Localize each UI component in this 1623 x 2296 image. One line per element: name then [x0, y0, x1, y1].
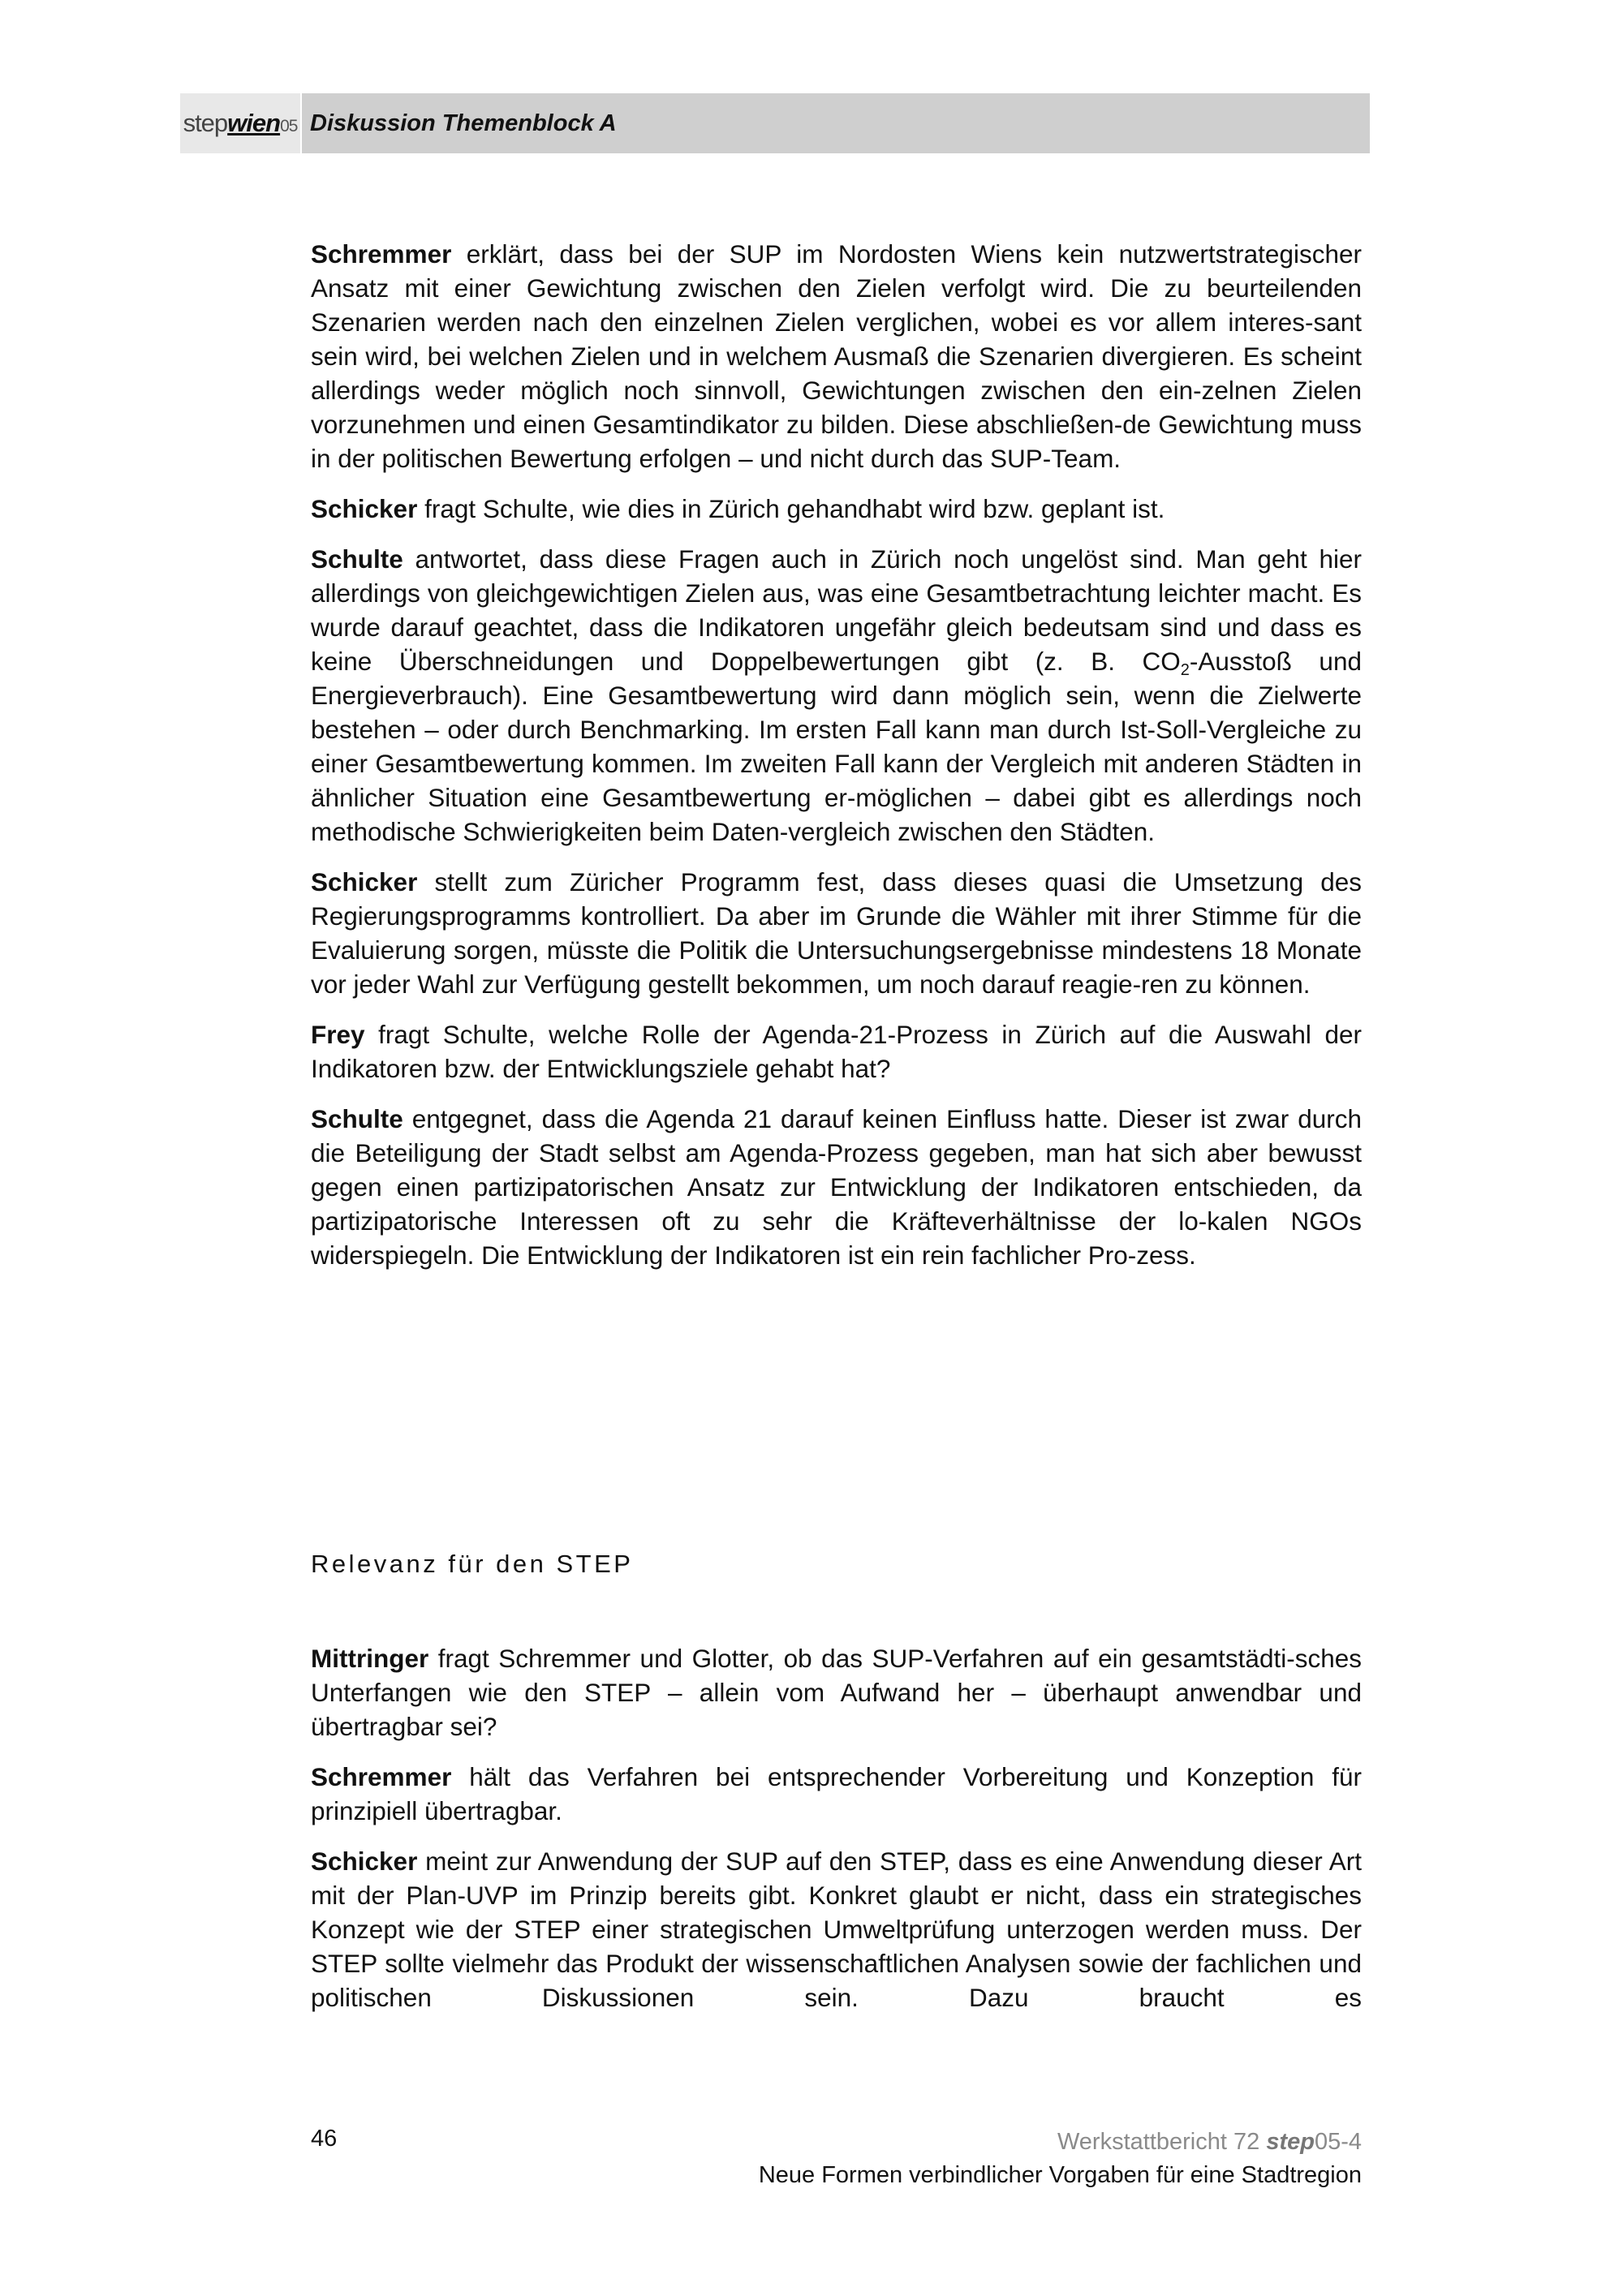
- speaker-name: Schremmer: [311, 239, 452, 269]
- header-bar: [302, 93, 1370, 153]
- paragraph-text: -Ausstoß und Energieverbrauch). Eine Gesamtbewertung wird dann möglich sein, wenn die Zielwerte bestehen – oder durch Benchmarking. Im ersten Fall kann man durch Ist-Soll-Vergleiche zu einer Gesamtbewertung kommen. Im zweiten Fall kann der Vergleich mit anderen Städten in ähnlicher Situation eine Gesamtbewertung er-möglichen – dabei gibt es allerdings noch methodische Schwierigkeiten beim Daten-vergleich zwischen den Städten.: [311, 647, 1362, 846]
- speaker-name: Schulte: [311, 544, 403, 574]
- paragraph: [311, 1641, 1362, 1743]
- paragraph: [311, 492, 1362, 526]
- speaker-name: Schicker: [311, 867, 418, 896]
- paragraph: [311, 542, 1362, 849]
- step-wien-logo: [180, 93, 302, 153]
- series-prefix: Werkstattbericht 72: [1057, 2129, 1267, 2155]
- paragraph: [311, 1760, 1362, 1828]
- discussion-section-1: [311, 237, 1362, 1288]
- speaker-name: Mittringer: [311, 1644, 429, 1673]
- paragraph-text: erklärt, dass bei der SUP im Nordosten Wiens kein nutzwertstrategischer Ansatz mit einer Gewichtung zwischen den Zielen verfolgt wird. Die zu beurteilenden Szenarien werden nach den einzelnen Zielen verglichen, wobei es vor allem interes-sant sein wird, bei welchen Zielen und in welchem Ausmaß die Szenarien divergieren. Es scheint allerdings weder möglich noch sinnvoll, Gewichtungen zwischen den ein-zelnen Zielen vorzunehmen und einen Gesamtindikator zu bilden. Diese abschließen-de Gewichtung muss in der politischen Bewertung erfolgen – und nicht durch das SUP-Team.: [311, 239, 1362, 473]
- page-header: [180, 93, 1370, 153]
- paragraph-text: stellt zum Züricher Programm fest, dass dieses quasi die Umsetzung des Regierungsprogramms kontrolliert. Da aber im Grunde die Wähler mit ihrer Stimme für die Evaluierung sorgen, müsste die Politik die Untersuchungsergebnisse mindestens 18 Monate vor jeder Wahl zur Verfügung gestellt bekommen, um noch darauf reagie-ren zu können.: [311, 867, 1362, 999]
- section-heading: Relevanz für den STEP: [311, 1550, 634, 1578]
- series-brand: step: [1266, 2129, 1315, 2155]
- paragraph: [311, 1844, 1362, 2014]
- speaker-name: Schicker: [311, 494, 418, 523]
- paragraph-text: fragt Schulte, wie dies in Zürich gehandhabt wird bzw. geplant ist.: [417, 494, 1165, 523]
- paragraph: [311, 865, 1362, 1001]
- speaker-name: Schicker: [311, 1847, 418, 1876]
- logo-year: 05: [280, 117, 298, 135]
- series-subtitle: Neue Formen verbindlicher Vorgaben für eine Stadtregion: [758, 2162, 1362, 2188]
- paragraph-text: entgegnet, dass die Agenda 21 darauf keinen Einfluss hatte. Dieser ist zwar durch die Beteiligung der Stadt selbst am Agenda-Prozess gegeben, man hat sich aber bewusst gegen einen partizipatorischen Ansatz zur Entwicklung der Indikatoren entschieden, da partizipatorische Interessen oft zu sehr die Kräfteverhältnisse der lo-kalen NGOs widerspiegeln. Die Entwicklung der Indikatoren ist ein rein fachlicher Pro-zess.: [311, 1104, 1362, 1270]
- series-suffix: 05-4: [1314, 2129, 1362, 2155]
- paragraph-text: antwortet, dass diese Fragen auch in Zürich noch ungelöst sind. Man geht hier allerdings von gleichgewichtigen Zielen aus, was eine Gesamtbetrachtung leichter macht. Es wurde darauf geachtet, dass die Indikatoren ungefähr gleich bedeutsam sind und dass es keine Überschneidungen und Doppelbewertungen gibt (z. B. CO: [311, 544, 1362, 676]
- speaker-name: Schremmer: [311, 1762, 452, 1791]
- paragraph-text: fragt Schremmer und Glotter, ob das SUP-Verfahren auf ein gesamtstädti-sches Unterfangen wie den STEP – allein vom Aufwand her – überhaupt anwendbar und übertragbar sei?: [311, 1644, 1362, 1741]
- paragraph-text: hält das Verfahren bei entsprechender Vorbereitung und Konzeption für prinzipiell übertragbar.: [311, 1762, 1362, 1825]
- logo-brand: wien: [227, 109, 281, 137]
- paragraph-text: meint zur Anwendung der SUP auf den STEP, dass es eine Anwendung dieser Art mit der Plan-UVP im Prinzip bereits gibt. Konkret glaubt er nicht, dass ein strategisches Konzept wie der STEP einer strategischen Umweltprüfung unterzogen werden muss. Der STEP sollte vielmehr das Produkt der wissenschaftlichen Analysen sowie der fachlichen und politischen Diskussionen sein. Dazu braucht es: [311, 1847, 1362, 2012]
- paragraph-text: fragt Schulte, welche Rolle der Agenda-21-Prozess in Zürich auf die Auswahl der Indikatoren bzw. der Entwicklungsziele gehabt hat?: [311, 1020, 1362, 1083]
- subscript: 2: [1180, 661, 1190, 679]
- page-footer: [759, 2126, 1362, 2192]
- speaker-name: Frey: [311, 1020, 365, 1049]
- series-title: [759, 2126, 1362, 2159]
- paragraph: [311, 237, 1362, 475]
- logo-prefix: step: [183, 109, 228, 137]
- speaker-name: Schulte: [311, 1104, 403, 1133]
- page-number: 46: [311, 2126, 338, 2152]
- header-title: Diskussion Themenblock A: [310, 110, 617, 136]
- paragraph: [311, 1017, 1362, 1086]
- discussion-section-2: [311, 1641, 1362, 2031]
- paragraph: [311, 1102, 1362, 1272]
